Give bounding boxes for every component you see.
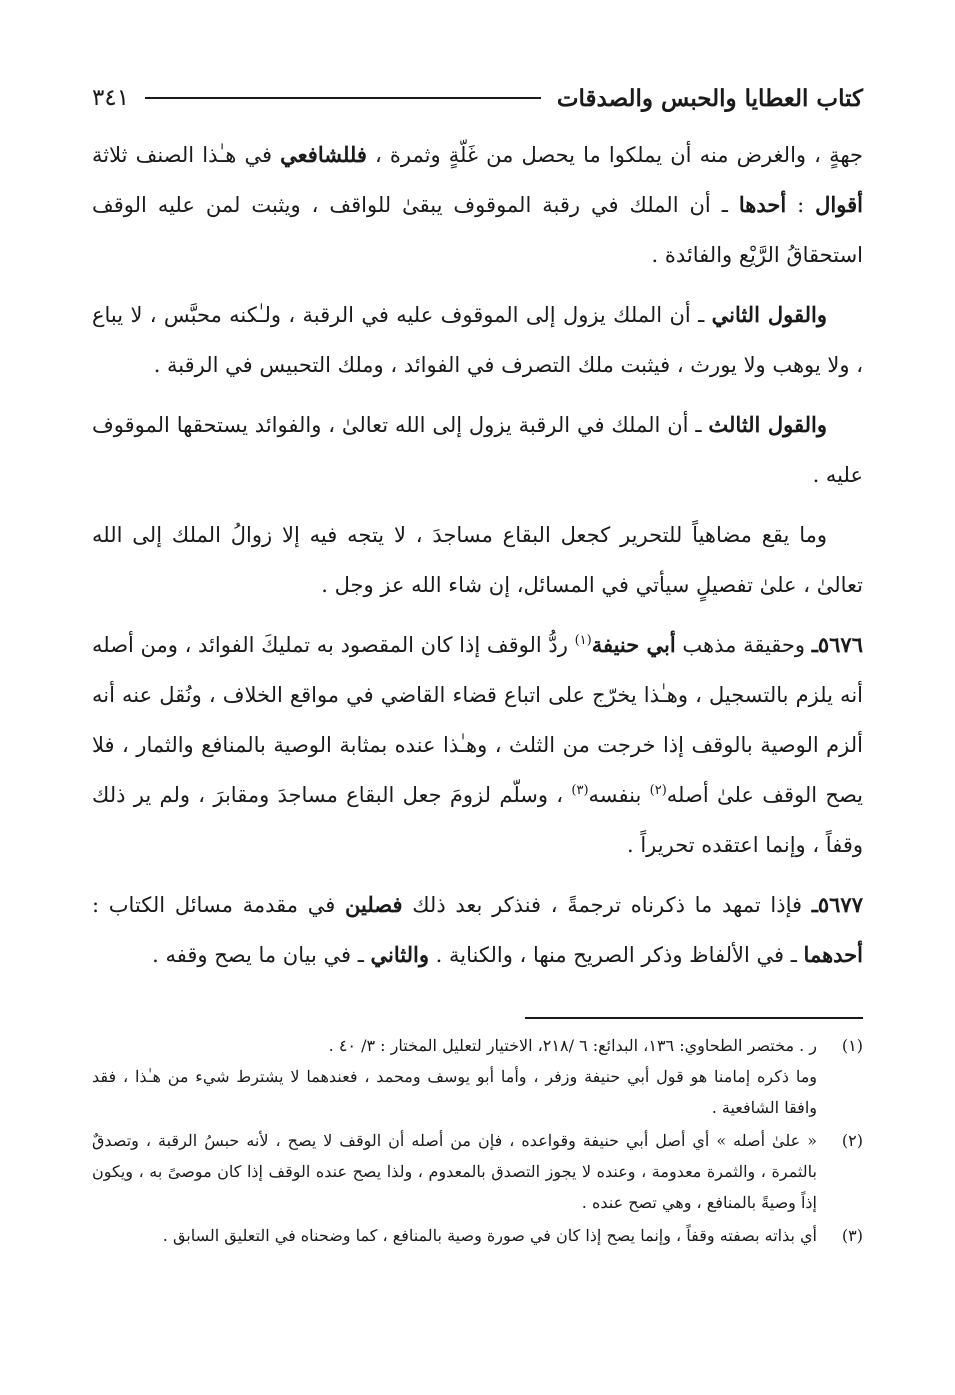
text-run: : xyxy=(786,193,816,217)
text-run: في هـٰذا الصنف ثلاثة xyxy=(92,143,281,167)
paragraph-3 xyxy=(92,400,863,500)
bold-term: أقوال xyxy=(815,192,863,217)
text-run: ردُّ الوقف إذا كان المقصود به تمليكَ الفوائد ، ومن أصله أنه يلزم بالتسجيل ، وهـٰذا يخرّج على اتباع قضاء القاضي في مواقع الخلاف ، ونُقل عنه أنه ألزم الوصية بالوقف إذا خرجت من الثلث ، وهـٰذا عنده بمثابة الوصية بالمنافع والثمار ، فلا يصح الوقف علىٰ أصله xyxy=(92,633,864,807)
footnote-body xyxy=(92,1030,817,1123)
footnote-marker: (١) xyxy=(841,1036,863,1055)
bold-term: والقول الثالث xyxy=(708,412,828,437)
text-run: جهةٍ ، والغرض منه أن يملكوا ما يحصل من غَلّةٍ وثمرة ، xyxy=(366,143,863,167)
bold-term: أبي حنيفة xyxy=(591,632,676,657)
text-run: وما يقع مضاهياً للتحرير كجعل البقاع مساجدَ ، لا يتجه فيه إلا زوالُ الملك إلى الله تعالىٰ ، علىٰ تفصيلٍ سيأتي في المسائل، إن شاء الله عز وجل . xyxy=(92,523,863,597)
text-run: ، وسلّم لزومَ جعل البقاع مساجدَ ومقابرَ ، ولم ير ذلك وقفاً ، وإنما اعتقده تحريراً . xyxy=(92,783,863,857)
footnote-1 xyxy=(92,1030,863,1123)
header-rule xyxy=(145,97,541,99)
footnote-text: ر . مختصر الطحاوي: ١٣٦، البدائع: ٦ /٢١٨، الاختيار لتعليل المختار : ٣/ ٤٠ . xyxy=(328,1036,817,1055)
bold-term: أحدهما xyxy=(803,942,863,967)
footnote-marker: (٢) xyxy=(841,1131,863,1150)
text-run: ـ أن الملك يزول إلى الموقوف عليه في الرقبة ، ولـٰكنه محبَّس ، لا يباع ، ولا يوهب ولا يورث ، فيثبت ملك التصرف في الفوائد ، وملك التحبيس في الرقبة . xyxy=(92,303,863,377)
text-run: ـ في الألفاظ وذكر الصريح منها ، والكناية . xyxy=(429,943,804,967)
main-text xyxy=(92,130,863,990)
text-run: ـ أن الملك في رقبة الموقوف يبقىٰ للواقف ، ويثبت لمن عليه الوقف استحقاقُ الرَّيْع والفائدة . xyxy=(92,193,863,267)
bold-term: فصلين xyxy=(345,892,403,917)
paragraph-5677 xyxy=(92,880,863,980)
footnote-text: أي بذاته بصفته وقفاً ، وإنما يصح إذا كان في صورة وصية بالمنافع ، كما وضحناه في التعليق السابق . xyxy=(162,1226,817,1245)
chapter-title: كتاب العطايا والحبس والصدقات xyxy=(556,84,863,112)
footnote-ref[interactable]: (١) xyxy=(574,633,592,648)
bold-term: والثاني xyxy=(370,942,429,967)
footnote-2 xyxy=(92,1125,863,1218)
bold-term: فللشافعي xyxy=(280,142,367,167)
footnote-text: وما ذكره إمامنا هو قول أبي حنيفة وزفر ، وأما أبو يوسف ومحمد ، فعندهما لا يشترط شيء من هـٰذا ، فقد وافقا الشافعية . xyxy=(92,1067,817,1117)
text-run: بنفسه xyxy=(588,783,650,807)
section-number: ٥٦٧٦ـ xyxy=(811,632,863,657)
footnote-marker: (٣) xyxy=(841,1226,863,1245)
footnote-divider xyxy=(525,1017,863,1019)
text-run: فإذا تمهد ما ذكرناه ترجمةً ، فنذكر بعد ذلك xyxy=(402,893,812,917)
text-run: وحقيقة مذهب xyxy=(675,633,812,657)
paragraph-1 xyxy=(92,130,863,280)
running-header xyxy=(92,78,863,118)
paragraph-4 xyxy=(92,510,863,610)
footnote-text: « علىٰ أصله » أي أصل أبي حنيفة وقواعده ، فإن من أصله أن الوقف لا يصح ، لأنه حبسُ الرقبة ، وتصدقٌ بالثمرة ، والثمرة معدومة ، وعنده لا يجوز التصدق بالمعدوم ، ولذا يصح عنده الوقف إذا كان موصىً به ، ويكون إذاً وصيةً بالمنافع ، وهي تصح عنده . xyxy=(92,1131,817,1212)
footnote-ref[interactable]: (٣) xyxy=(571,783,589,798)
text-run: ـ في بيان ما يصح وقفه . xyxy=(152,943,371,967)
bold-term: أحدها xyxy=(738,192,787,217)
text-run: ـ أن الملك في الرقبة يزول إلى الله تعالىٰ ، والفوائد يستحقها الموقوف عليه . xyxy=(92,413,863,487)
section-number: ٥٦٧٧ـ xyxy=(811,892,863,917)
footnote-3 xyxy=(92,1220,863,1251)
text-run: في مقدمة مسائل الكتاب : xyxy=(92,893,345,917)
footnote-ref[interactable]: (٢) xyxy=(649,783,667,798)
paragraph-5676 xyxy=(92,620,863,870)
bold-term: والقول الثاني xyxy=(711,302,827,327)
footnotes xyxy=(92,1030,863,1253)
page-number: ٣٤١ xyxy=(92,85,130,111)
paragraph-2 xyxy=(92,290,863,390)
